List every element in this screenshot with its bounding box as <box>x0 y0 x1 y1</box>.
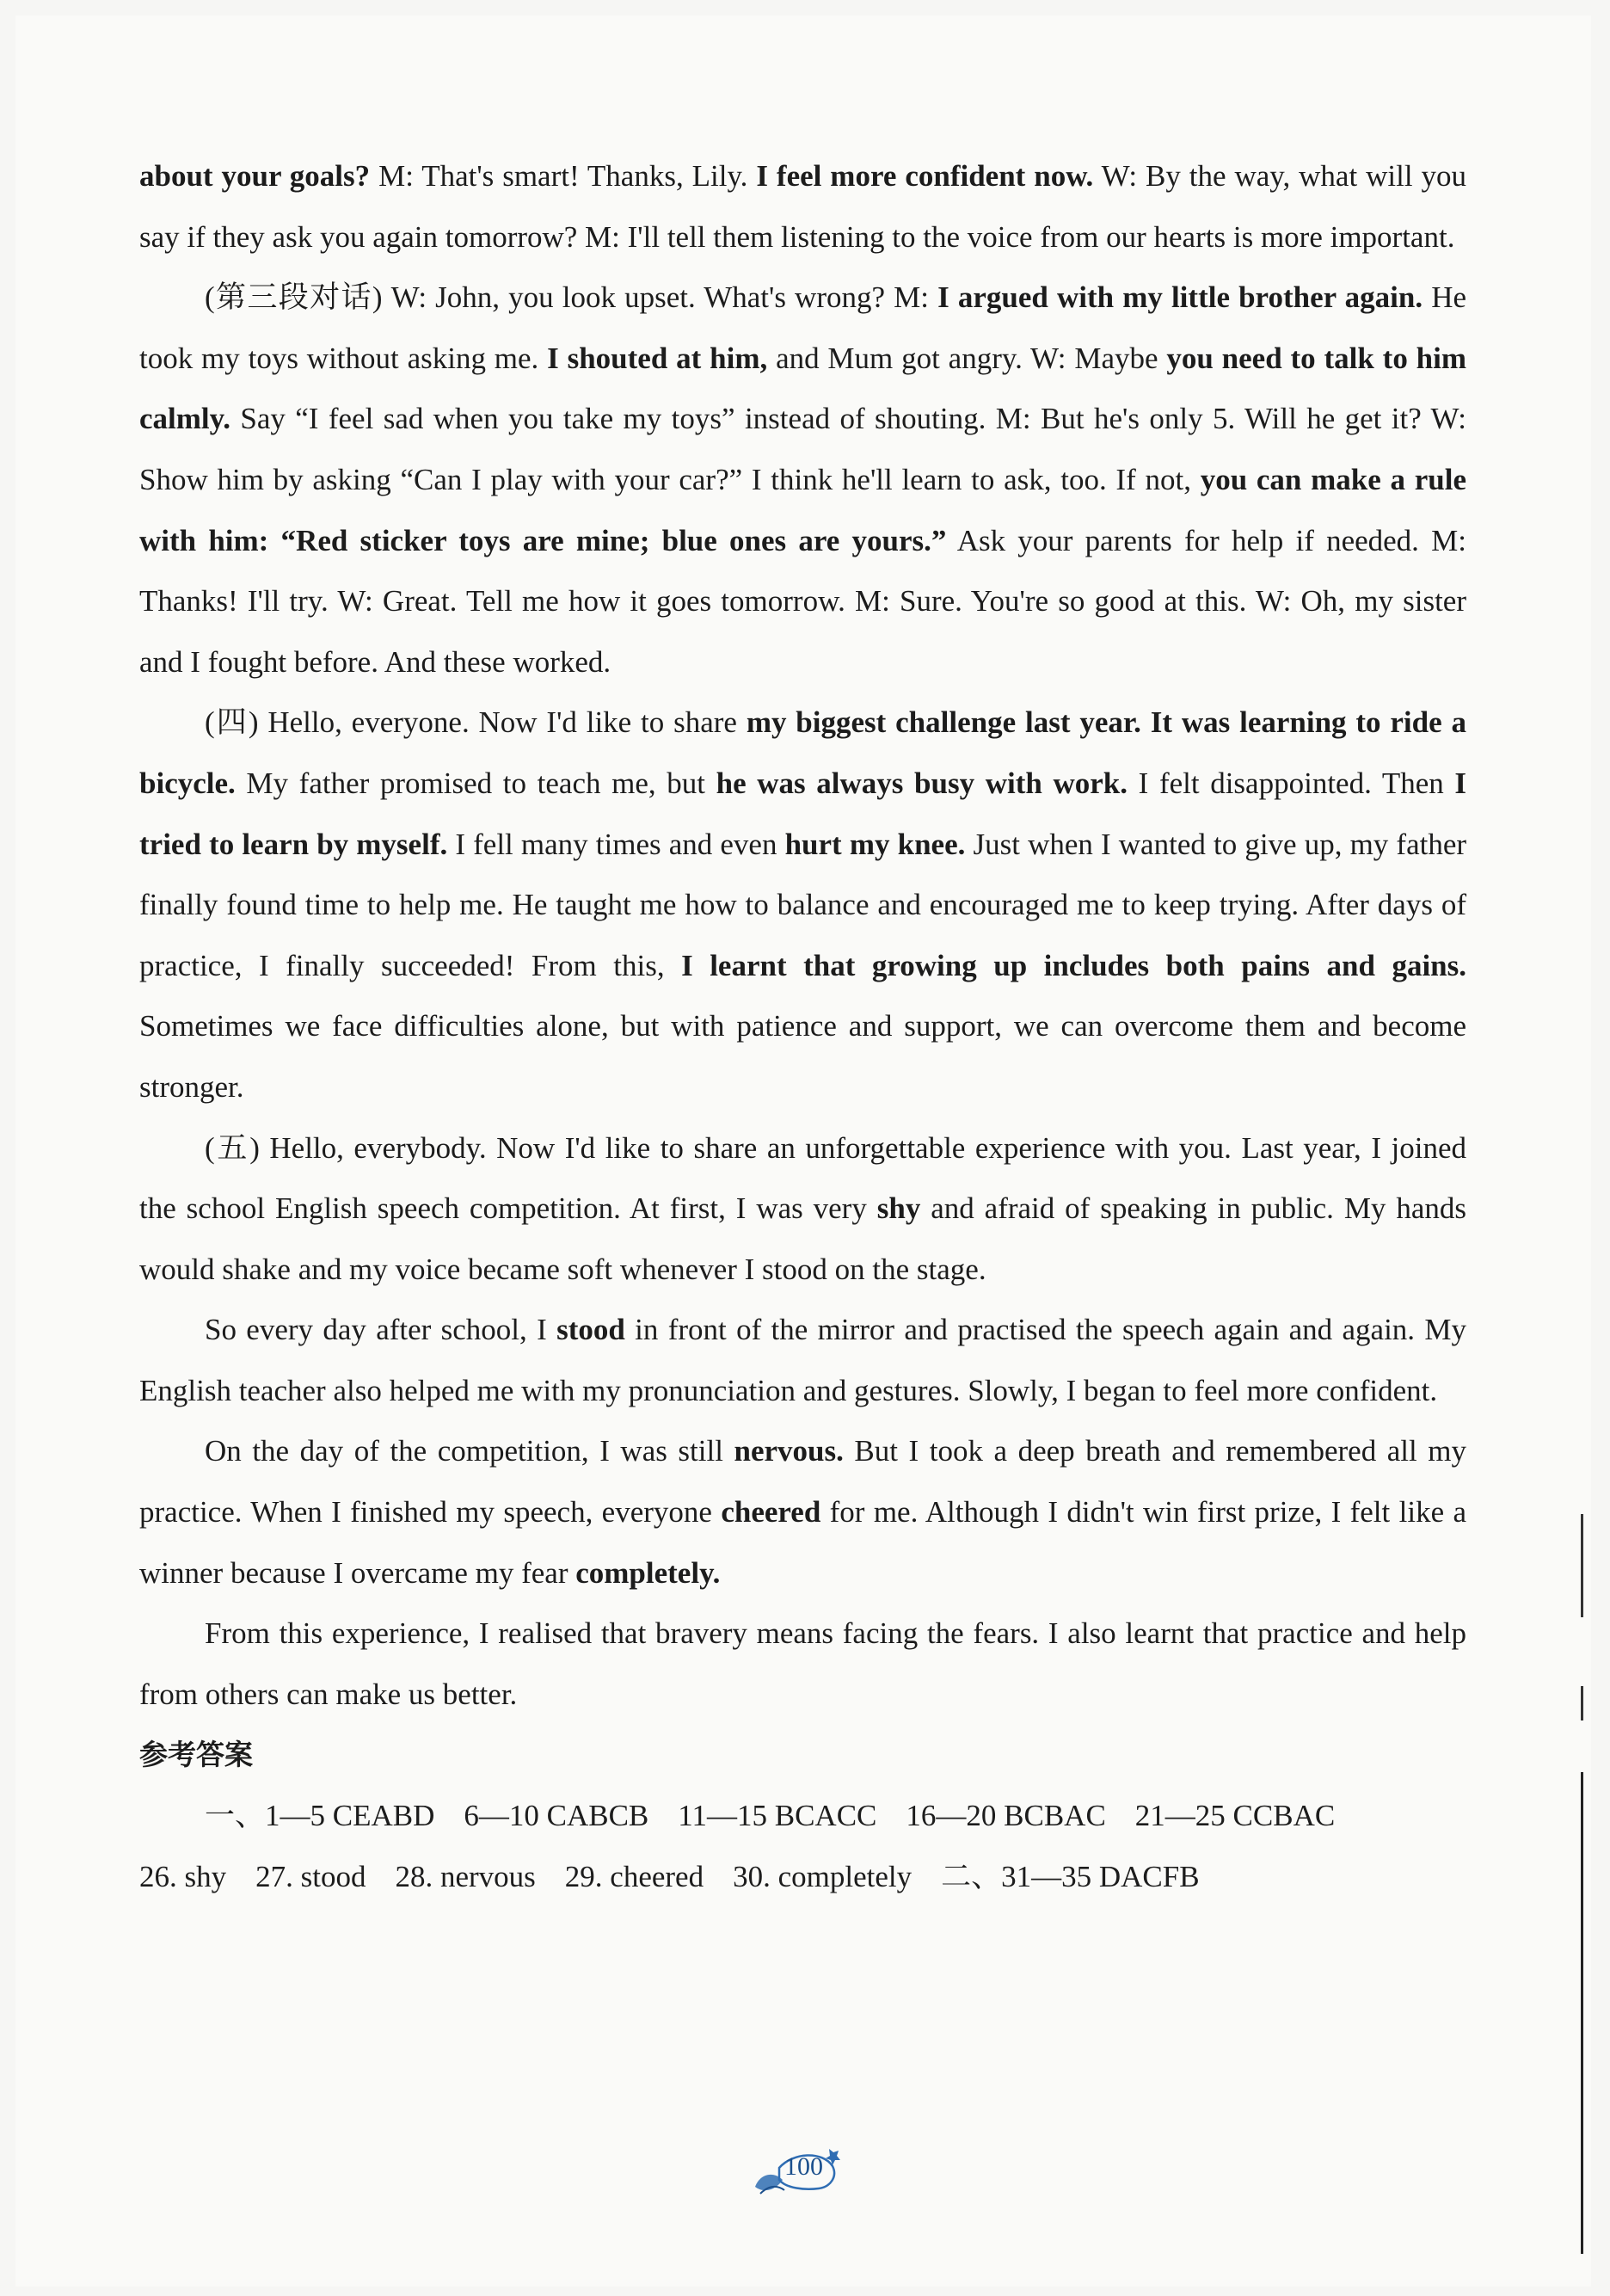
text-run: On the day of the competition, I was still <box>205 1434 734 1468</box>
text-run: Say “I feel sad when you take my toys” instead of shouting. M: But he's only 5. Will he get it? W: Show him by asking “Can I play with your car?” I think he'll learn to ask, too. If not, <box>139 402 1466 496</box>
answer-group: 21—25 CCBAC <box>1134 1799 1336 1833</box>
bold-phrase: I learnt that growing up includes both pains and gains. <box>681 948 1466 982</box>
scan-edge-mark <box>1581 1514 1584 2262</box>
paragraph-7: From this experience, I realised that bravery means facing the fears. I also learnt that practice and help from others can make us better. <box>139 1616 1466 1711</box>
answers-heading: 参考答案 <box>139 1738 253 1772</box>
bold-phrase: I tried to learn by myself. <box>139 766 1466 861</box>
answers-line-1 <box>139 1786 1466 1847</box>
answer-group: 二、31—35 DACFB <box>941 1859 1200 1893</box>
bold-phrase: cheered <box>721 1495 821 1530</box>
answer-group: 6—10 CABCB <box>464 1799 649 1833</box>
text-run: Ask your parents for help if needed. M: Thanks! I'll try. W: Great. Tell me how it goes tomorrow. M: Sure. You're so good at this. W: Oh, my sister and I fought before. And these worked. <box>139 523 1467 679</box>
text-run: My father promised to teach me, but <box>235 766 716 800</box>
bold-phrase: stood <box>556 1313 625 1347</box>
bold-phrase: he was always busy with work. <box>716 766 1128 800</box>
answer-group: 16—20 BCBAC <box>906 1799 1106 1833</box>
bold-phrase: my biggest challenge last year. It was learning to ride a bicycle. <box>139 705 1466 800</box>
text-run: (四) Hello, everyone. Now I'd like to share <box>205 705 747 740</box>
text-run: W: By the way, what will you say if they ask you again tomorrow? M: I'll tell them listening to the voice from our hearts is more important. <box>139 159 1466 254</box>
bold-phrase: I shouted at him, <box>547 341 768 375</box>
answers-line-2 <box>139 1847 1466 1908</box>
text-run: So every day after school, I <box>205 1313 557 1347</box>
text-run: for me. Although I didn't win first prize, I felt like a winner because I overcame my fear <box>139 1495 1466 1590</box>
bold-phrase: completely. <box>575 1555 721 1590</box>
answer-group: 29. cheered <box>564 1859 704 1893</box>
bold-phrase: you need to talk to him calmly. <box>139 341 1467 436</box>
answer-group: 26. shy <box>139 1859 227 1893</box>
answer-group: 11—15 BCACC <box>678 1799 877 1833</box>
answer-group: 28. nervous <box>395 1859 536 1893</box>
text-run: in front of the mirror and practised the speech again and again. My English teacher also helped me with my pronunciation and gestures. Slowly, I began to feel more confident. <box>139 1313 1466 1407</box>
text-run: and Mum got angry. W: Maybe <box>767 341 1167 375</box>
bold-phrase: nervous. <box>734 1434 844 1468</box>
bold-phrase: I argued with my little brother again. <box>937 280 1423 315</box>
bold-phrase: hurt my knee. <box>784 827 966 861</box>
bold-phrase: I feel more confident now. <box>756 159 1094 193</box>
paragraph-1 <box>139 146 1466 268</box>
answer-group: 27. stood <box>255 1859 366 1893</box>
paragraph-2 <box>139 268 1466 692</box>
text-run: I felt disappointed. Then <box>1128 766 1455 800</box>
page-number-badge <box>748 2142 851 2202</box>
paragraph-3 <box>139 692 1466 1117</box>
document-body <box>139 146 1466 1907</box>
paragraph-6 <box>139 1421 1466 1604</box>
text-run: (第三段对话) W: John, you look upset. What's wrong? M: <box>205 280 938 315</box>
paragraph-4 <box>139 1118 1466 1301</box>
bold-phrase: about your goals? <box>139 159 371 193</box>
answer-group: 一、1—5 CEABD <box>205 1799 435 1833</box>
answer-group: 30. completely <box>733 1859 913 1893</box>
text-run: (五) Hello, everybody. Now I'd like to share an unforgettable experience with you. Last year, I joined the school English speech competition. At first, I was very <box>139 1130 1466 1226</box>
bold-phrase: shy <box>876 1191 921 1226</box>
paragraph-5 <box>139 1300 1466 1421</box>
text-run: I fell many times and even <box>447 827 785 861</box>
text-run: Just when I wanted to give up, my father finally found time to help me. He taught me how to balance and encouraged me to keep trying. After days of practice, I finally succeeded! From this, <box>139 827 1467 982</box>
text-run: He took my toys without asking me. <box>139 280 1467 375</box>
text-run: But I took a deep breath and remembered all my practice. When I finished my speech, everyone <box>139 1434 1467 1530</box>
bold-phrase: you can make a rule with him: “Red sticker toys are mine; blue ones are yours.” <box>139 462 1466 557</box>
text-run: M: That's smart! Thanks, Lily. <box>370 159 757 193</box>
page-number: 100 <box>784 2152 823 2181</box>
text-run: Sometimes we face difficulties alone, but with patience and support, we can overcome them and become stronger. <box>139 1009 1466 1104</box>
text-run: and afraid of speaking in public. My hands would shake and my voice became soft whenever I stood on the stage. <box>139 1191 1466 1286</box>
